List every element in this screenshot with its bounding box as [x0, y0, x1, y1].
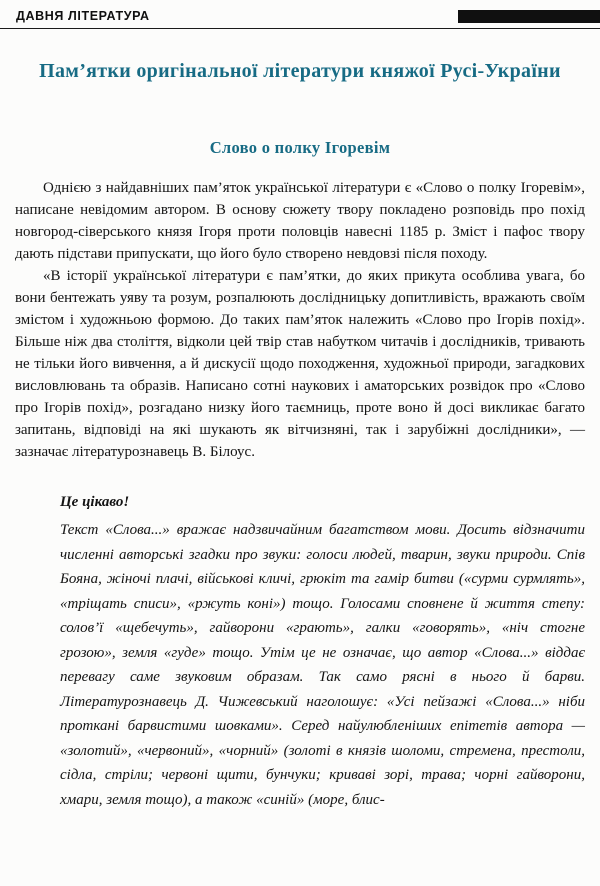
page-title: Пам’ятки оригінальної літератури княжої Русі-України: [39, 60, 561, 82]
paragraph-intro: Однією з найдавніших пам’яток української літератури є «Слово о полку Ігоревім», написане невідомим автором. В основу сюжету твору покладено розповідь про похід новгород-сіверського князя Ігоря проти половців навесні 1185 р. Зміст і пафос твору дають підстави припускати, що його було створено невдовзі після походу.: [15, 180, 585, 262]
interesting-text: Текст «Слова...» вражає надзвичайним багатством мови. Досить відзначити численні авторські згадки про звуки: голоси людей, тварин, звуки природи. Спів Бояна, жіночі плачі, військові кличі, грюкіт та гамір битви («сурми сурмлять», «тріщать списи», «ржуть коні») тощо. Голосами сповнене й життя степу: солов’ї «щебечуть», гайворони «грають», галки «говорять», «ніч стогне грозою», земля «гуде» тощо. Утім це не означає, що автор «Слова...» віддає перевагу саме звуковим образам. Так само рясні в нього й барви. Літературознавець Д. Чижевський наголошує: «Усі пейзажі «Слова...» ніби проткані барвистими шовками». Серед найулюбленіших епітетів автора — «золотий», «червоний», «чорний» (золоті в князів шоломи, стремена, престоли, сідла, стріли; червоні щити, бунчуки; криваві зорі, трава; чорні гайворони, хмари, земля тощо), а також «синій» (море, блис-: [60, 522, 585, 808]
running-head: ДАВНЯ ЛІТЕРАТУРА: [16, 9, 150, 23]
page-header: [0, 0, 600, 23]
section-title: Слово о полку Ігоревім: [209, 138, 391, 157]
paragraph-quote: «В історії української літератури є пам’ятки, до яких прикута особлива увага, бо вони бентежать уяву та розум, розпалюють дослідницьку допитливість, вражають своїм змістом і художньою формою. До таких пам’яток належить «Слово про Ігорів похід». Більше ніж два століття, відколи цей твір став набутком читачів і дослідників, тривають не тільки його вивчення, а й дискусії щодо походження, художньої природи, загадкових висловлювань та образів. Написано сотні наукових і аматорських розвідок про «Слово про Ігорів похід», розгадано низку його таємниць, проте воно й досі викликає багато запитань, відповіді на які шукають як вітчизняні, так і зарубіжні дослідники», — зазначає літературознавець В. Білоус.: [15, 268, 585, 460]
interesting-block: [60, 494, 585, 812]
interesting-label: Це цікаво!: [60, 494, 130, 510]
header-bar: [458, 10, 600, 23]
header-rule: [0, 28, 600, 29]
